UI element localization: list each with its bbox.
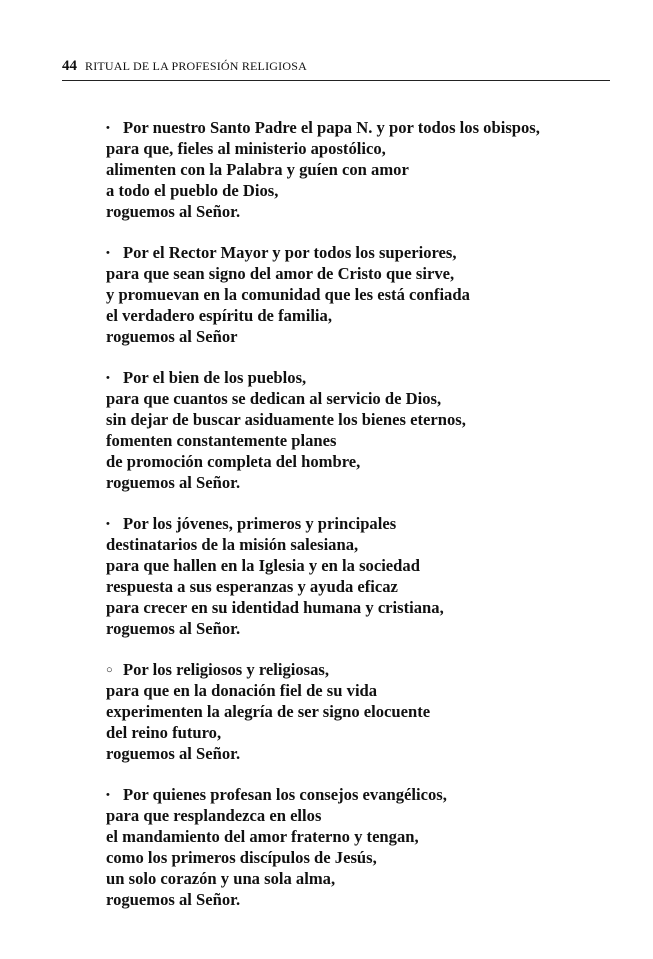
petition-line: [106, 451, 616, 472]
petition: [106, 242, 616, 347]
petition-line: [106, 826, 616, 847]
petition-line: [106, 409, 616, 430]
petition-line: [106, 784, 616, 805]
petition-line: [106, 680, 616, 701]
line-text: de promoción completa del hombre,: [106, 452, 361, 471]
line-text: roguemos al Señor.: [106, 619, 241, 638]
line-text: para que en la donación fiel de su vida: [106, 681, 378, 700]
petition-response: [106, 472, 616, 493]
line-text: el verdadero espíritu de familia,: [106, 306, 332, 325]
line-text: y promuevan en la comunidad que les está confiada: [106, 285, 470, 304]
line-text: para que cuantos se dedican al servicio de Dios,: [106, 389, 442, 408]
petition: [106, 367, 616, 493]
open-bullet-icon: ○: [106, 664, 113, 676]
line-text: respuesta a sus esperanzas y ayuda eficaz: [106, 577, 398, 596]
petition: [106, 784, 616, 910]
petition-line: [106, 159, 616, 180]
bullet-icon: •: [106, 247, 110, 259]
petition-line: [106, 847, 616, 868]
bullet-icon: •: [106, 122, 110, 134]
petition-line: [106, 242, 616, 263]
line-text: Por el Rector Mayor y por todos los superiores,: [123, 243, 457, 262]
line-text: experimenten la alegría de ser signo elocuente: [106, 702, 431, 721]
bullet-icon: •: [106, 789, 110, 801]
line-text: destinatarios de la misión salesiana,: [106, 535, 359, 554]
line-text: para que, fieles al ministerio apostólico,: [106, 139, 386, 158]
petition-line: [106, 534, 616, 555]
petition-line: [106, 180, 616, 201]
petition-line: [106, 555, 616, 576]
line-text: del reino futuro,: [106, 723, 222, 742]
line-text: Por los jóvenes, primeros y principales: [123, 514, 397, 533]
petition-line: [106, 701, 616, 722]
bullet-icon: •: [106, 372, 110, 384]
line-text: el mandamiento del amor fraterno y tengan,: [106, 827, 419, 846]
petition-response: [106, 618, 616, 639]
petition-line: [106, 576, 616, 597]
line-text: para que hallen en la Iglesia y en la sociedad: [106, 556, 420, 575]
petition-response: [106, 743, 616, 764]
petition-line: [106, 659, 616, 680]
line-text: a todo el pueblo de Dios,: [106, 181, 279, 200]
petition-line: [106, 263, 616, 284]
line-text: roguemos al Señor.: [106, 202, 241, 221]
petition-line: [106, 138, 616, 159]
petition-response: [106, 201, 616, 222]
line-text: roguemos al Señor.: [106, 473, 241, 492]
petition-line: [106, 430, 616, 451]
prayers-of-the-faithful: [106, 117, 616, 930]
bullet-icon: •: [106, 518, 110, 530]
petition-line: [106, 305, 616, 326]
petition-line: [106, 722, 616, 743]
petition-line: [106, 513, 616, 534]
running-head: RITUAL DE LA PROFESIÓN RELIGIOSA: [85, 59, 307, 73]
petition-line: [106, 597, 616, 618]
petition: [106, 659, 616, 764]
petition-line: [106, 868, 616, 889]
line-text: Por nuestro Santo Padre el papa N. y por todos los obispos,: [123, 118, 540, 137]
petition-line: [106, 284, 616, 305]
page-number: 44: [62, 58, 77, 74]
line-text: como los primeros discípulos de Jesús,: [106, 848, 377, 867]
line-text: alimenten con la Palabra y guíen con amor: [106, 160, 409, 179]
line-text: roguemos al Señor.: [106, 890, 241, 909]
petition-line: [106, 367, 616, 388]
line-text: para crecer en su identidad humana y cristiana,: [106, 598, 444, 617]
petition-line: [106, 388, 616, 409]
petition-response: [106, 326, 616, 347]
line-text: Por los religiosos y religiosas,: [123, 660, 330, 679]
petition-response: [106, 889, 616, 910]
line-text: roguemos al Señor.: [106, 744, 241, 763]
petition-line: [106, 117, 616, 138]
line-text: roguemos al Señor: [106, 327, 238, 346]
line-text: Por quienes profesan los consejos evangélicos,: [123, 785, 447, 804]
petition-line: [106, 805, 616, 826]
line-text: sin dejar de buscar asiduamente los bienes eternos,: [106, 410, 466, 429]
petition: [106, 513, 616, 639]
page-header: [62, 58, 610, 81]
line-text: para que resplandezca en ellos: [106, 806, 322, 825]
line-text: para que sean signo del amor de Cristo que sirve,: [106, 264, 455, 283]
line-text: un solo corazón y una sola alma,: [106, 869, 336, 888]
line-text: fomenten constantemente planes: [106, 431, 337, 450]
petition: [106, 117, 616, 222]
line-text: Por el bien de los pueblos,: [123, 368, 307, 387]
